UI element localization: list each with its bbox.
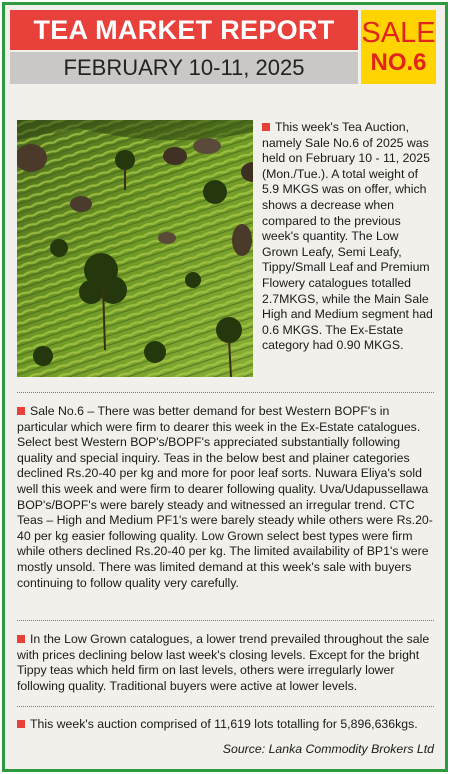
dotted-divider (17, 392, 434, 393)
sale-number: NO.6 (370, 48, 427, 76)
sale-text: Sale No.6 – There was better demand for best Western BOPF's in particular which were firm to dearer this week in the Ex-Estate catalogues. Select best Western BOP's/BOPF's appreciated substantially following quality and special inquiry. Teas in the below best and plainer categories declined Rs.20-40 per kg and more for poor leaf sorts. Nuwara Eliya's sold well this week and were firm to dearer following quality. Uva/Udapussellawa BOP's/BOPF's were barely steady and witnessed an irregular trend. CTC Teas – High and Medium PF1's were barely steady while others were Rs.20-40 per kg easier following quality. Low Grown select best types were firm while others declined Rs.20-40 per kg. The limited availability of BP1's were mostly unsold. There was limited demand at this week's sale with buyers continuing to follow quality very carefully. (17, 404, 433, 590)
report-date: FEBRUARY 10-11, 2025 (10, 52, 358, 84)
square-bullet-icon (17, 720, 25, 728)
intro-text: This week's Tea Auction, namely Sale No.6 of 2025 was held on February 10 - 11, 2025 (Mon./Tue.). A total weight of 5.9 MKGS was on offer, which shows a decrease when compared to the previous week's quantity. The Low Grown Leafy, Semi Leafy, Tippy/Small Leaf and Premium Flowery catalogues totalled 2.7MKGS, while the Main Sale High and Medium segment had 0.6 MKGS. The Ex-Estate category had 0.90 MKGS. (262, 120, 433, 353)
intro-paragraph (262, 120, 434, 354)
square-bullet-icon (17, 635, 25, 643)
low-grown-paragraph (17, 632, 434, 694)
summary-text: This week's auction comprised of 11,619 lots totalling for 5,896,636kgs. (30, 717, 418, 731)
sale-paragraph (17, 404, 434, 591)
sale-label: SALE (361, 16, 436, 49)
square-bullet-icon (17, 407, 25, 415)
source-credit: Source: Lanka Commodity Brokers Ltd (222, 742, 434, 756)
dotted-divider (17, 620, 434, 621)
square-bullet-icon (262, 123, 270, 131)
report-title: TEA MARKET REPORT (10, 10, 358, 50)
tea-plantation-photo (17, 120, 253, 377)
dotted-divider (17, 706, 434, 707)
low-grown-text: In the Low Grown catalogues, a lower trend prevailed throughout the sale with prices declining below last week's closing levels. Except for the bright Tippy teas which held firm on last levels, others were irregularly lower following quality. Traditional buyers were active at lower levels. (17, 632, 430, 693)
summary-paragraph (17, 717, 434, 733)
sale-number-badge (361, 10, 436, 84)
